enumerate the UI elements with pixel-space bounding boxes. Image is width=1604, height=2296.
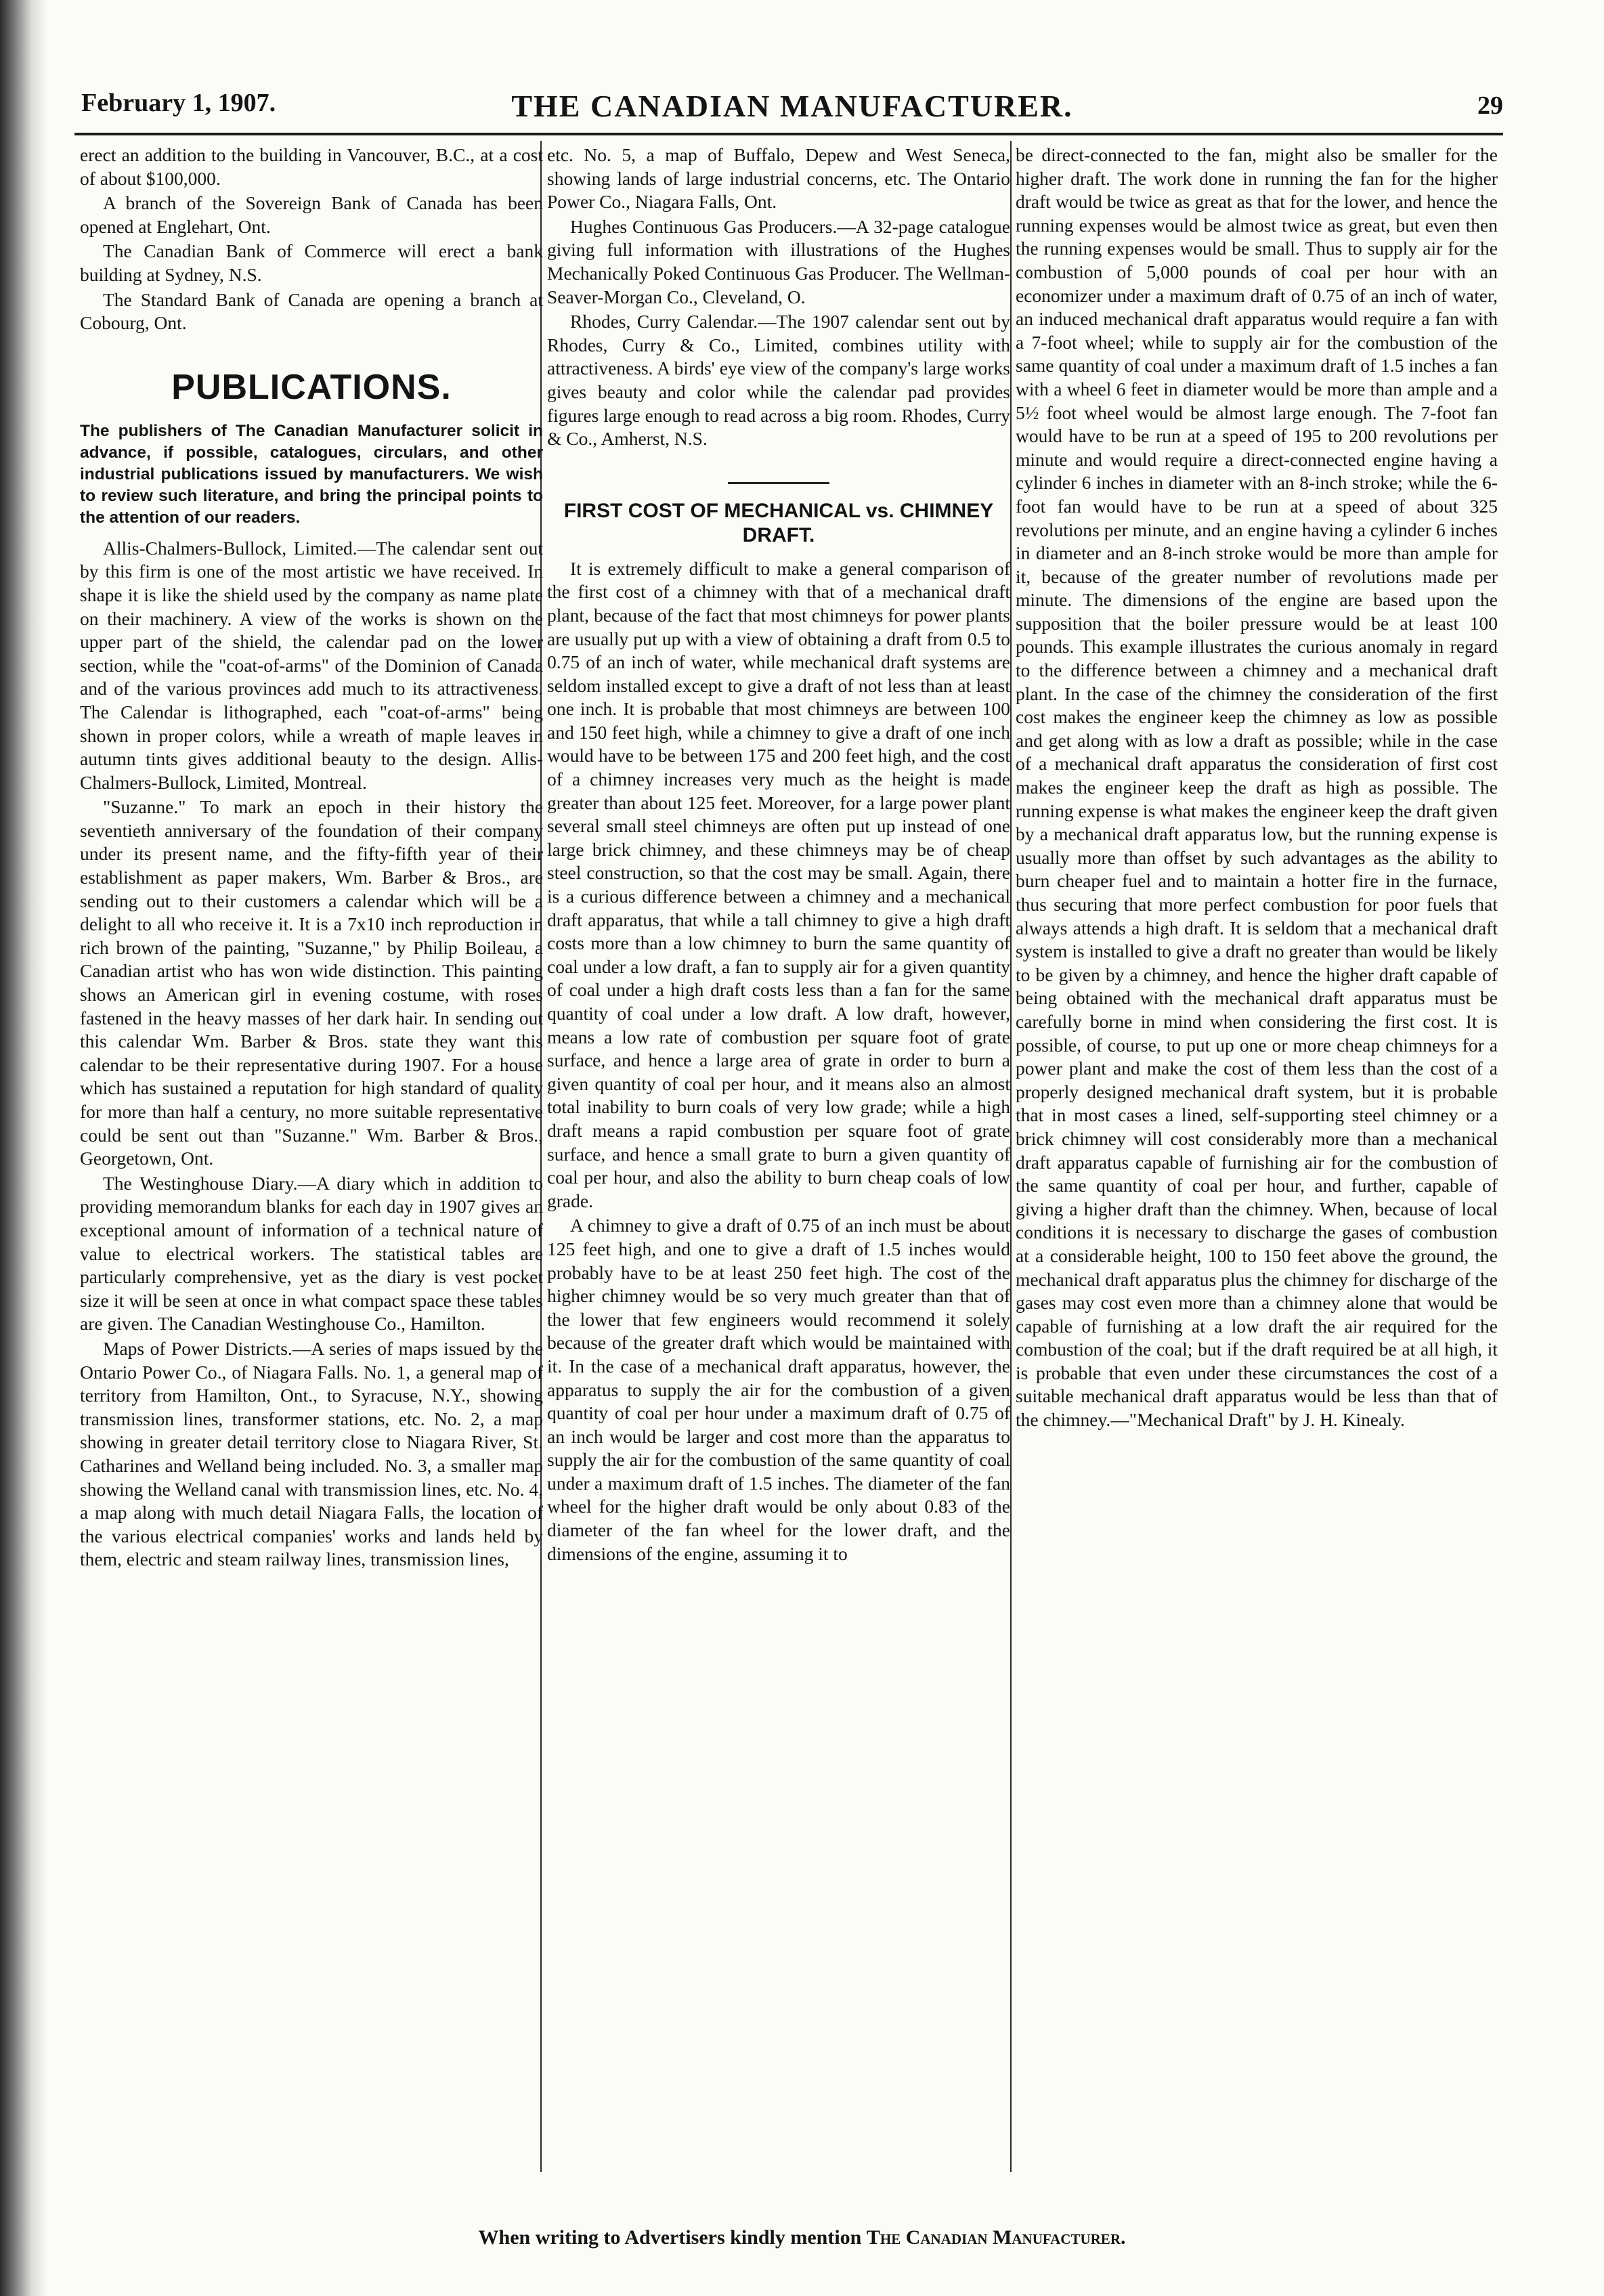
page-footer: [0, 2226, 1604, 2249]
publications-heading: PUBLICATIONS.: [171, 367, 452, 407]
page-header: [81, 81, 1503, 135]
journal-title: THE CANADIAN MANUFACTURER.: [511, 89, 1073, 123]
column-2: [547, 144, 1010, 1565]
column-1: [80, 144, 543, 1572]
footer-text: When writing to Advertisers kindly mention: [478, 2226, 867, 2249]
news-item: A branch of the Sovereign Bank of Canada has been opened at Englehart, Ont.: [80, 192, 543, 237]
section-divider: [728, 482, 829, 484]
article-paragraph: A chimney to give a draft of 0.75 of an inch must be about 125 feet high, and one to give a draft of 1.5 inches would probably have to be at least 250 feet high. The cost of the higher chimney would be so very much greater than that of the lower that few engineers would recommend it solely because of the greater draft which would be maintained with it. In the case of a mechanical draft apparatus, however, the apparatus to supply the air for the combustion of a given quantity of coal per hour under a maximum draft of 0.75 of an inch would be larger and cost more than the apparatus to supply the air for the combustion of the same quantity of coal under a maximum draft of 1.5 inches. The diameter of the fan wheel for the higher draft would be only about 0.83 of the diameter of the fan wheel for the lower draft, and the dimensions of the engine, assuming it to: [547, 1215, 1010, 1564]
publications-note: The publishers of The Canadian Manufacturer solicit in advance, if possible, catalogues, circulars, and other industrial publications issued by manufacturers. We wish to review such literature, and bring the principal points to the attention of our readers.: [80, 421, 543, 527]
page-number: 29: [1477, 91, 1503, 120]
footer-journal-name: The Canadian Manufacturer.: [866, 2226, 1126, 2249]
publication-review: "Suzanne." To mark an epoch in their history the seventieth anniversary of the foundation of their company under its present name, and the fifty-fifth year of their establishment as paper makers, Wm. Barber & Bros., are sending out to their customers a calendar which will be a delight to all who receive it. It is a 7x10 inch reproduction in rich brown of the painting, "Suzanne," by Philip Boileau, a Canadian artist who has won wide distinction. This painting shows an American girl in evening costume, with roses fastened in the heavy masses of her dark hair. In sending out this calendar Wm. Barber & Bros. state they want this calendar to be their representative during 1907. For a house which has sustained a reputation for high standard of quality for more than half a century, no more suitable representative could be sent out than "Suzanne." Wm. Barber & Bros., Georgetown, Ont.: [80, 796, 543, 1169]
publication-review: Hughes Continuous Gas Producers.—A 32-page catalogue giving full information with illustrations of the Hughes Mechanically Poked Continuous Gas Producer. The Wellman-Seaver-Morgan Co., Cleveland, O.: [547, 215, 1010, 307]
publication-review: Maps of Power Districts.—A series of maps issued by the Ontario Power Co., of Niagara Falls. No. 1, a general map of territory from Hamilton, Ont., to Syracuse, N.Y., showing transmission lines, transformer stations, etc. No. 2, a map showing in greater detail territory close to Niagara River, St. Catharines and Welland being included. No. 3, a smaller map showing the Welland canal with transmission lines, etc. No. 4, a map along with much detail Niagara Falls, the location of the various electrical companies' works and lands held by them, electric and steam railway lines, transmission lines,: [80, 1337, 543, 1570]
publication-review: etc. No. 5, a map of Buffalo, Depew and West Seneca, showing lands of large industrial concerns, etc. The Ontario Power Co., Niagara Falls, Ont.: [547, 144, 1010, 213]
article-paragraph: It is extremely difficult to make a general comparison of the first cost of a chimney with that of a mechanical draft plant, because of the fact that most chimneys for power plants are usually put up with a view of obtaining a draft from 0.5 to 0.75 of an inch of water, while mechanical draft systems are seldom installed except to give a draft of not less than at least one inch. It is probable that most chimneys are between 100 and 150 feet high, while a chimney to give a draft of one inch would have to be between 175 and 200 feet high, and the cost of a chimney increases very much as the height is made greater than about 125 feet. Moreover, for a large power plant several small steel chimneys are often put up instead of one large brick chimney, and these chimneys may be of cheap steel construction, so that the cost may be small. Again, there is a curious difference between a chimney and a mechanical draft apparatus, that while a tall chimney to give a high draft costs more than a low chimney to burn the same quantity of coal under a low draft, a fan to supply air for a given quantity of coal under a high draft costs less than a fan for the same quantity of coal under a low draft. A low draft, however, means a low rate of combustion per square foot of grate surface, and hence a large area of grate in order to burn a given quantity of coal per hour, and it means also an almost total inability to burn coals of very low grade; while a high draft means a rapid combustion per square foot of grate surface, and hence a small grate to burn a given quantity of coal per hour, and also the ability to burn cheap coals of low grade.: [547, 557, 1010, 1211]
column-3: [1016, 144, 1498, 1432]
issue-date: February 1, 1907.: [81, 89, 276, 117]
article-paragraph: be direct-connected to the fan, might also be smaller for the higher draft. The work done in running the fan for the higher draft would be twice as great as that for the lower, and hence the running expenses would be almost twice as great, but even then the running expenses would be small. Thus to supply air for the combustion of 5,000 pounds of coal per hour with an economizer under a maximum draft of 0.75 of an inch of water, an induced mechanical draft apparatus would require a fan with a 7-foot wheel; while to supply air for the combustion of the same quantity of coal under a maximum draft of 1.5 inches a fan with a wheel 6 feet in diameter would be more than ample and a 5½ foot wheel would be almost large enough. The 7-foot fan would have to be run at a speed of 195 to 200 revolutions per minute and would require a direct-connected engine having a cylinder 6 inches in diameter with an 8-inch stroke; while the 6-foot fan would have to be run at a speed of about 325 revolutions per minute, and an engine having a cylinder 6 inches in diameter and an 8-inch stroke would be more than ample for it, because of the greater number of revolutions made per minute. The dimensions of the engine are based upon the supposition that the boiler pressure would be at least 100 pounds. This example illustrates the curious anomaly in regard to the difference between a chimney and a mechanical draft plant. In the case of the chimney the consideration of the first cost makes the engineer keep the chimney as low as possible and get along with as low a draft as possible; while in the case of a mechanical draft apparatus the consideration of first cost makes the engineer keep the draft as high as possible. The running expense is what makes the engineer keep the draft given by a mechanical draft apparatus low, but the running expense is usually more than offset by such advantages as the ability to burn cheaper fuel and to maintain a hotter fire in the furnace, thus securing that more perfect combustion for poor fuels that always attends a high draft. It is seldom that a mechanical draft system is installed to give a draft no greater than would be likely to be given by a chimney, and hence the higher draft capable of being obtained with the mechanical draft apparatus must be carefully borne in mind when considering the first cost. It is possible, of course, to put up one or more cheap chimneys for a power plant and make the cost of them less than the cost of a properly designed mechanical draft system, but it is probable that in most cases a lined, self-supporting steel chimney or a brick chimney will cost considerably more than a mechanical draft apparatus capable of furnishing air for the combustion of the same quantity of coal per hour, and further, capable of giving a higher draft than the chimney. When, because of local conditions it is necessary to discharge the gases of combustion at a considerable height, 100 to 150 feet above the ground, the mechanical draft apparatus plus the chimney for discharge of the gases may cost even more than a chimney alone that would be capable of furnishing at a low draft the air required for the combustion of the coal; but if the draft required be at all high, it is probable that even under these circumstances the cost of a suitable mechanical draft apparatus would be less than that of the chimney.—"Mechanical Draft" by J. H. Kinealy.: [1016, 144, 1498, 1431]
news-item: The Standard Bank of Canada are opening a branch at Cobourg, Ont.: [80, 288, 543, 334]
publication-review: The Westinghouse Diary.—A diary which in addition to providing memorandum blanks for each day in 1907 gives an exceptional amount of information of a technical nature of value to electrical workers. The statistical tables are particularly comprehensive, yet as the diary is vest pocket size it will be seen at once in what compact space these tables are given. The Canadian Westinghouse Co., Hamilton.: [80, 1172, 543, 1335]
news-item: The Canadian Bank of Commerce will erect a bank building at Sydney, N.S.: [80, 240, 543, 285]
scan-binding-edge: [0, 0, 47, 2296]
column-divider-right: [1010, 141, 1012, 2172]
news-item: erect an addition to the building in Vancouver, B.C., at a cost of about $100,000.: [80, 144, 543, 189]
publication-review: Allis-Chalmers-Bullock, Limited.—The calendar sent out by this firm is one of the most artistic we have received. In shape it is like the shield used by the company as name plate on their machinery. A view of the works is shown on the upper part of the shield, the calendar pad on the lower section, while the "coat-of-arms" of the Dominion of Canada and of the various provinces add much to its attractiveness. The Calendar is lithographed, each "coat-of-arms" being shown in proper colors, while a wreath of maple leaves in autumn tints gives additional beauty to the design. Allis-Chalmers-Bullock, Limited, Montreal.: [80, 537, 543, 793]
header-rule: [74, 133, 1503, 135]
article-title: FIRST COST OF MECHANICAL vs. CHIMNEY DRAFT.: [563, 499, 994, 546]
publication-review: Rhodes, Curry Calendar.—The 1907 calendar sent out by Rhodes, Curry & Co., Limited, combines utility with attractiveness. A birds' eye view of the company's large works gives beauty and color while the calendar pad provides figures large enough to read across a big room. Rhodes, Curry & Co., Amherst, N.S.: [547, 311, 1010, 450]
